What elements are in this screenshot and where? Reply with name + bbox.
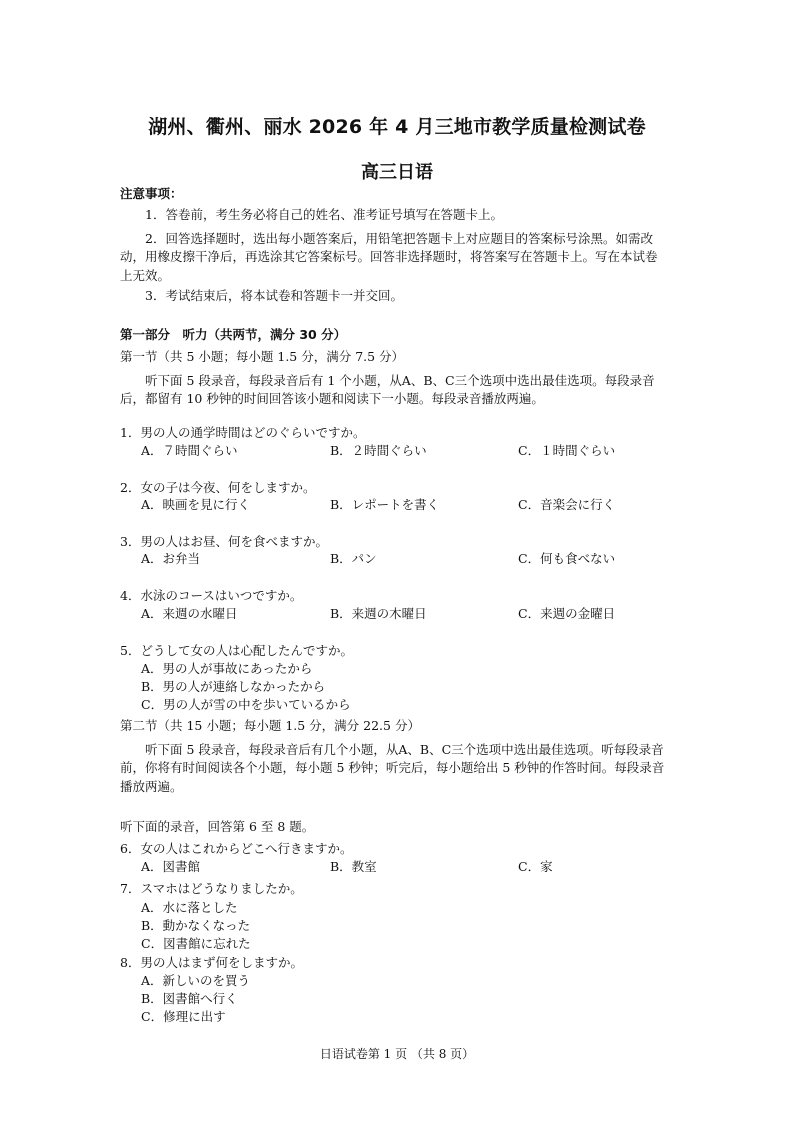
question-5-stem: 5．どうして女の人は心配したんですか。 (120, 643, 353, 658)
question-7-option-a: A．水に落とした (141, 900, 238, 915)
question-6-stem: 6．女の人はこれからどこへ行きますか。 (120, 841, 353, 856)
question-2-option-b: B．レポートを書く (330, 497, 440, 512)
section2-instructions: 听下面 5 段录音，每段录音后有几个小题，从A、B、C三个选项中选出最佳选项。听每段录音前，你将有时间阅读各个小题，每小题 5 秒钟；听完后，每小题给出 5 秒钟的作答时间。每段录音播放两遍。 (120, 742, 665, 794)
question-6-option-b: B．教室 (330, 859, 377, 874)
question-2-option-a: A．映画を見に行く (141, 497, 251, 512)
exam-subtitle: 高三日语 (361, 162, 433, 183)
question-7-option-b: B．動かなくなった (141, 918, 251, 933)
question-8-option-a: A．新しいのを買う (141, 973, 251, 988)
question-7-option-c: C．図書館に忘れた (141, 936, 251, 951)
section2-heading: 第二节（共 15 小题；每小题 1.5 分，满分 22.5 分） (120, 718, 420, 733)
question-1-option-c: C．１時間ぐらい (518, 443, 616, 458)
question-3-option-a: A．お弁当 (141, 551, 201, 566)
page-footer: 日语试卷第 1 页 （共 8 页） (319, 1047, 475, 1061)
question-3-option-b: B．パン (330, 551, 377, 566)
question-4-option-b: B．来週の木曜日 (330, 606, 427, 621)
section1-instructions: 听下面 5 段录音，每段录音后有 1 个小题，从A、B、C三个选项中选出最佳选项。每段录音后，都留有 10 秒钟的时间回答该小题和阅读下一小题。每段录音播放两遍。 (120, 373, 655, 407)
question-1-stem: 1．男の人の通学時間はどのぐらいですか。 (120, 425, 366, 440)
part1-heading: 第一部分 听力（共两节，满分 30 分） (120, 327, 347, 342)
note-item-2: 2．回答选择题时，选出每小题答案后，用铅笔把答题卡上对应题目的答案标号涂黑。如需改动，用橡皮擦干净后，再选涂其它答案标号。回答非选择题时，将答案写在答题卡上。写在本试卷上无效。 (120, 231, 658, 283)
question-1-option-b: B．２時間ぐらい (330, 443, 427, 458)
group-intro: 听下面的录音，回答第 6 至 8 题。 (120, 819, 315, 834)
question-2-stem: 2．女の子は今夜、何をしますか。 (120, 480, 316, 495)
question-4-option-c: C．来週の金曜日 (518, 606, 616, 621)
question-6-option-c: C．家 (518, 859, 553, 874)
question-2-option-c: C．音楽会に行く (518, 497, 616, 512)
question-5-option-a: A．男の人が事故にあったから (141, 661, 313, 676)
question-6-option-a: A．図書館 (141, 859, 201, 874)
question-4-option-a: A．来週の水曜日 (141, 606, 238, 621)
note-item-1: 1．答卷前，考生务必将自己的姓名、准考证号填写在答题卡上。 (145, 207, 503, 222)
question-1-option-a: A．７時間ぐらい (141, 443, 238, 458)
question-5-option-c: C．男の人が雪の中を歩いているから (141, 697, 351, 712)
question-3-stem: 3．男の人はお昼、何を食べますか。 (120, 534, 328, 549)
question-8-option-b: B．図書館へ行く (141, 991, 238, 1006)
question-8-option-c: C．修理に出す (141, 1009, 226, 1024)
question-7-stem: 7．スマホはどうなりましたか。 (120, 881, 303, 896)
exam-title: 湖州、衢州、丽水 2026 年 4 月三地市教学质量检测试卷 (148, 116, 646, 138)
question-3-option-c: C．何も食べない (518, 551, 616, 566)
question-4-stem: 4．水泳のコースはいつですか。 (120, 588, 303, 603)
question-5-option-b: B．男の人が連絡しなかったから (141, 679, 326, 694)
notes-heading: 注意事项： (120, 186, 183, 201)
question-8-stem: 8．男の人はまず何をしますか。 (120, 955, 303, 970)
section1-heading: 第一节（共 5 小题；每小题 1.5 分，满分 7.5 分） (120, 349, 405, 364)
note-item-3: 3．考试结束后，将本试卷和答题卡一并交回。 (145, 288, 403, 303)
